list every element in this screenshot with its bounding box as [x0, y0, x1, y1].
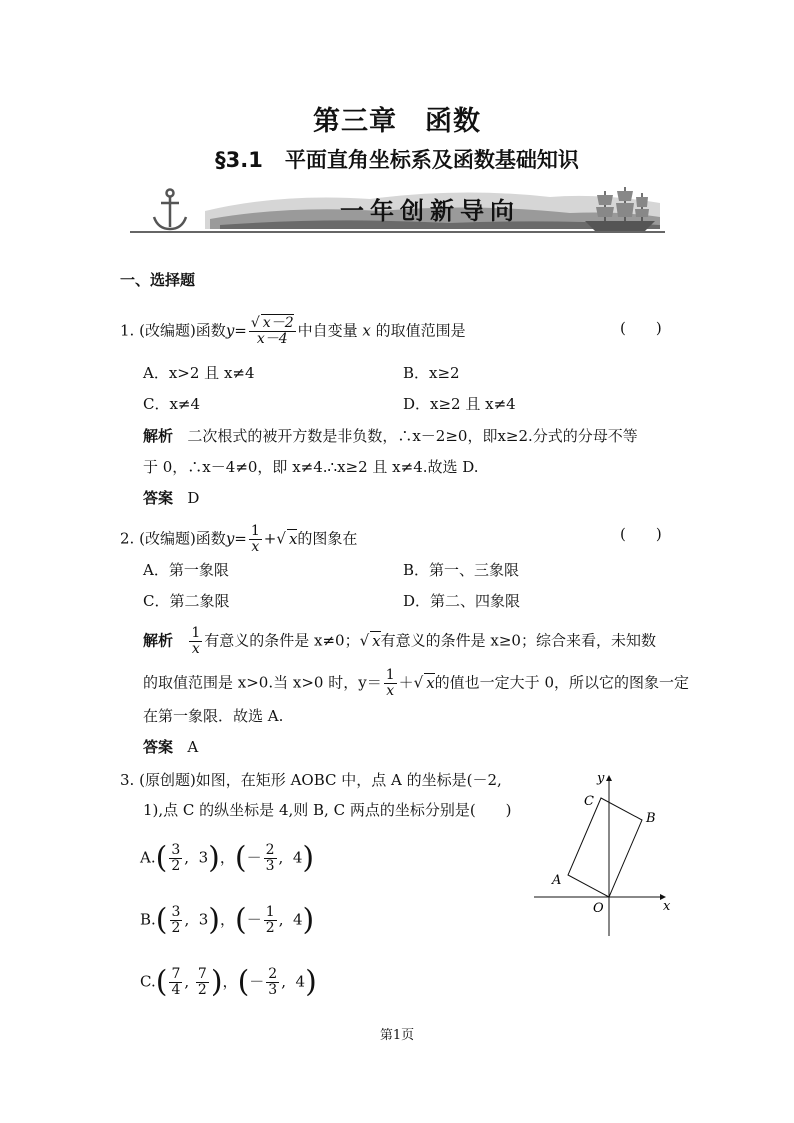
label-b: B: [646, 811, 656, 826]
q3-stem-line1: [120, 770, 502, 790]
q2-radicand: x: [288, 529, 298, 548]
q2-solution-text1b: 有意义的条件是 x≥0；综合来看，未知数: [380, 631, 656, 650]
q2-option-b: B．第一、三象限: [403, 561, 520, 579]
q3-a-p1-y: 3: [198, 848, 209, 867]
q2-plus: +: [263, 529, 277, 548]
q1-solution-label: 解析: [143, 427, 174, 445]
section-title: [0, 144, 794, 174]
q3-option-a: A.( $\frac{3}{2}$ , 3)，(－ $\frac{2}{3}$ , 4): [140, 840, 315, 876]
q1-number: 1.: [120, 321, 135, 340]
q1-option-a: A．x>2 且 x≠4: [143, 364, 255, 382]
q2-answer-label: 答案: [143, 738, 174, 756]
q3-option-b: B.( $\frac{3}{2}$ , 3)，(－ $\frac{1}{2}$ , 4): [140, 902, 315, 938]
q1-answer-value: D: [187, 489, 200, 507]
label-o: O: [593, 901, 604, 916]
banner: [130, 183, 665, 235]
q3-option-a-label: A.: [140, 848, 156, 867]
q1-fraction: $\frac{√ x-2}{x-4}$: [250, 315, 294, 347]
q3-b-p1-num: 3: [171, 904, 181, 920]
q1-suffix-a: 中自变量: [297, 321, 358, 340]
q2-sol-radicand: x: [372, 631, 381, 650]
q3-c-p2-num: 2: [268, 966, 278, 982]
label-x: x: [663, 899, 671, 914]
q1-solution-line2: 于 0，∴x－4≠0，即 x≠4.∴x≥2 且 x≠4.故选 D.: [143, 458, 479, 476]
q2-solution-text2b: 的值也一定大于 0，所以它的图象一定: [434, 673, 689, 692]
page-number: 第1页: [379, 1028, 415, 1043]
q2-solution-text2a: 的取值范围是 x>0.当 x>0 时，y＝: [143, 673, 382, 692]
q1-solution-line1: [143, 426, 638, 446]
q3-c-p2-den: 3: [268, 982, 278, 998]
q2-sol-frac-num: 1: [191, 625, 201, 641]
q1-y: y: [225, 321, 235, 340]
anchor-icon: [154, 190, 186, 230]
q3-option-c-label: C.: [140, 972, 156, 991]
section-name: 平面直角坐标系及函数基础知识: [284, 148, 579, 172]
q3-b-p2-y: 4: [293, 910, 303, 929]
part-heading: 一、选择题: [120, 271, 196, 289]
chapter-title: 第三章 函数: [313, 106, 481, 137]
q2-solution-line2: 的取值范围是 x>0.当 x>0 时，y＝ $\frac{1}{x}$ ＋√ x的值也一定大于 0，所以它的图象一定: [143, 667, 689, 699]
q3-b-p2-num: 1: [265, 904, 275, 920]
q2-solution-line3: 在第一象限．故选 A.: [143, 707, 284, 725]
q1-answer: [143, 488, 199, 508]
q2-sol2-frac-num: 1: [385, 667, 395, 683]
q3-option-b-label: B.: [140, 910, 156, 929]
q2-number: 2.: [120, 529, 135, 548]
q2-option-c: C．第二象限: [143, 592, 230, 610]
q3-a-p2-y: 4: [292, 848, 303, 867]
q1-denominator: x－4: [256, 331, 288, 347]
q3-b-p1-y: 3: [198, 910, 209, 929]
q2-sol-frac-den: x: [191, 641, 200, 657]
q2-y: y: [225, 529, 235, 548]
q2-option-a: A．第一象限: [143, 561, 229, 579]
q3-a-p2-den: 3: [265, 858, 275, 874]
banner-text: 一年创新导向: [340, 197, 520, 225]
q3-figure: [530, 770, 680, 940]
q1-answer-label: 答案: [143, 489, 174, 507]
q3-option-c: C.( $\frac{7}{4}$ , $\frac{7}{2}$ )，(－ $\frac{2}{3}$ , 4): [140, 964, 317, 1000]
q2-eq: =: [234, 529, 247, 548]
q3-stem-line2: 1),点 C 的纵坐标是 4,则 B, C 两点的坐标分别是( ): [143, 801, 512, 819]
q3-a-p1-den: 2: [171, 858, 181, 874]
q2-option-d: D．第二、四象限: [403, 592, 521, 610]
q3-text1: (原创题)如图，在矩形 AOBC 中，点 A 的坐标是(－2,: [139, 771, 502, 789]
q1-option-d: D．x≥2 且 x≠4: [403, 395, 516, 413]
q2-frac-den: x: [251, 539, 260, 555]
q2-stem: 2. (改编题)函数y= $\frac{1}{x}$ +√ x的图象在: [120, 523, 358, 555]
q2-solution-text1a: 有意义的条件是 x≠0；: [204, 631, 360, 650]
q1-eq: =: [234, 321, 247, 340]
q3-b-p1-den: 2: [171, 920, 181, 936]
q2-fraction: [249, 524, 262, 555]
q3-c-p1-num: 7: [171, 966, 181, 982]
q3-c-p1-den: 4: [171, 982, 181, 998]
q2-sol2-radicand: x: [426, 673, 435, 692]
q3-c-p1y-den: 2: [197, 982, 207, 998]
q2-prefix: (改编题)函数: [139, 529, 226, 548]
q3-c-p2-y: 4: [295, 972, 306, 991]
rectangle-aobc: [568, 798, 642, 897]
q1-suffix-b: 的取值范围是: [375, 321, 466, 340]
q2-solution-line1: 解析 $\frac{1}{x}$ 有意义的条件是 x≠0；√ x有意义的条件是 x≥0；综合来看，未知数: [143, 625, 656, 657]
q2-answer: [143, 737, 198, 757]
q1-radicand: x－2: [262, 315, 294, 331]
q3-c-p1y-num: 7: [197, 966, 207, 982]
q2-frac-num: 1: [250, 523, 260, 539]
label-y: y: [597, 771, 605, 786]
q2-sol2-fraction: [384, 668, 397, 699]
q1-solution-text1: 二次根式的被开方数是非负数，∴x－2≥0，即x≥2.分式的分母不等: [187, 427, 638, 445]
q2-sol2-frac-den: x: [386, 683, 395, 699]
q3-number: 3.: [120, 771, 135, 789]
q3-b-p2-den: 2: [265, 920, 275, 936]
q2-sol2-plus: ＋: [398, 673, 414, 692]
q2-suffix: 的图象在: [297, 529, 358, 548]
q1-option-c: C．x≠4: [143, 395, 201, 413]
q2-blank: ( ): [620, 525, 662, 543]
q1-blank: ( ): [620, 319, 662, 337]
q2-answer-value: A: [187, 738, 199, 756]
section-number: §3.1: [215, 148, 263, 172]
q3-a-p2-num: 2: [265, 842, 275, 858]
q1-prefix: (改编题)函数: [139, 321, 226, 340]
q2-solution-label: 解析: [143, 631, 174, 650]
q1-stem: [120, 316, 466, 347]
q1-x: x: [362, 321, 371, 340]
q1-option-b: B．x≥2: [403, 364, 460, 382]
q2-sol-fraction: [189, 626, 202, 657]
q3-a-p1-num: 3: [171, 842, 181, 858]
label-c: C: [584, 794, 594, 809]
label-a: A: [552, 873, 562, 888]
